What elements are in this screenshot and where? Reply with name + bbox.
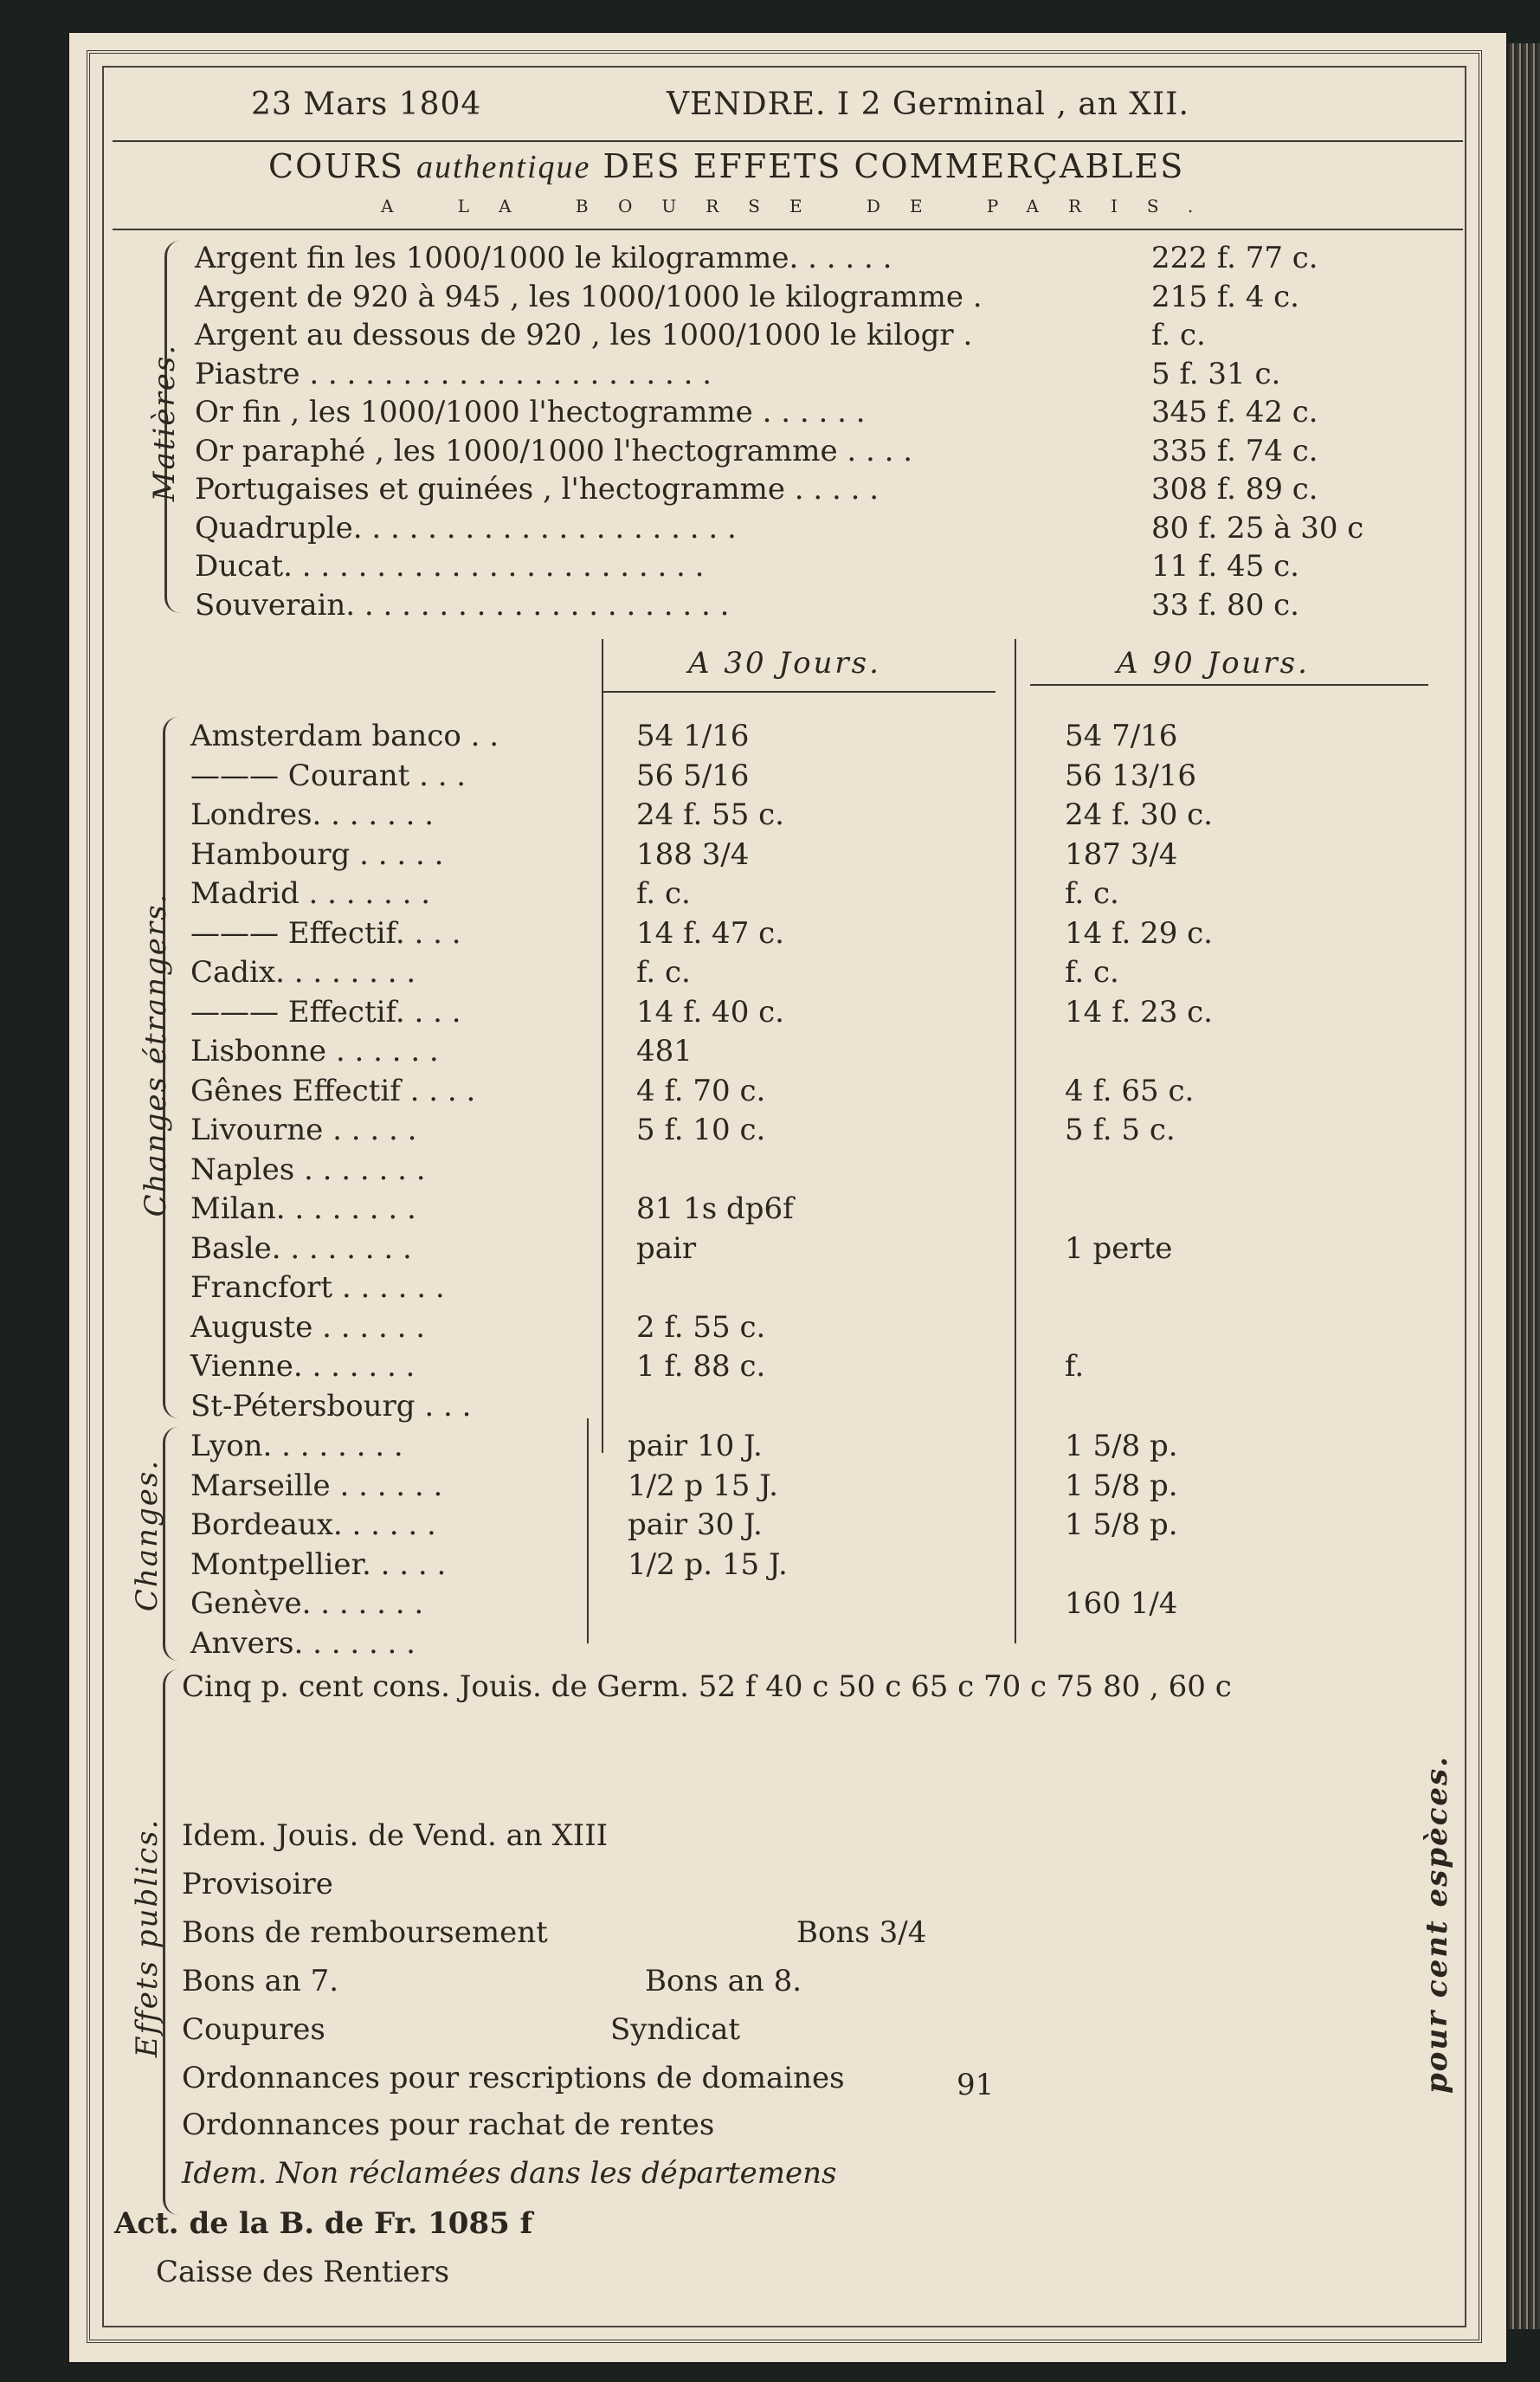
change-etranger-30: 14 f. 47 c.	[636, 915, 784, 951]
effet-ord-domaines: Ordonnances pour rescriptions de domaines	[182, 2061, 845, 2095]
change-etranger-label: Naples . . . . . . .	[190, 1152, 426, 1187]
change-30: 1/2 p 15 J.	[628, 1468, 778, 1503]
change-etranger-90: 1 perte	[1065, 1230, 1173, 1266]
change-etranger-label: Milan. . . . . . . .	[190, 1191, 416, 1226]
change-label: Marseille . . . . . .	[190, 1468, 443, 1503]
change-etranger-30: 188 3/4	[636, 836, 750, 872]
change-etranger-90: 14 f. 23 c.	[1065, 994, 1213, 1030]
change-etranger-label: ——— Courant . . .	[190, 758, 467, 793]
change-etranger-90: 187 3/4	[1065, 836, 1178, 872]
change-etranger-label: Hambourg . . . . .	[190, 836, 444, 872]
col-head-rule-90	[1030, 684, 1428, 686]
change-label: Anvers. . . . . . .	[190, 1625, 416, 1661]
effet-bons-an7: Bons an 7.	[182, 1964, 339, 1998]
change-90: 160 1/4	[1065, 1586, 1178, 1621]
title-part-b: authentique	[416, 149, 591, 185]
matiere-label: Portugaises et guinées , l'hectogramme . . . . .	[195, 472, 880, 507]
page-title	[268, 147, 1184, 186]
change-etranger-90: 24 f. 30 c.	[1065, 797, 1213, 832]
effet-idem-non: Idem. Non réclamées dans les départemens	[182, 2156, 837, 2191]
col-head-30: A 30 Jours.	[688, 646, 881, 681]
change-etranger-30: 81 1s dp6f	[636, 1191, 794, 1226]
col-rule-left	[602, 639, 603, 1453]
col-head-90: A 90 Jours.	[1117, 646, 1310, 681]
change-etranger-90: f.	[1065, 1349, 1085, 1384]
date-left: 23 Mars 1804	[251, 87, 482, 122]
change-etranger-label: Cadix. . . . . . . .	[190, 955, 416, 990]
change-etranger-30: 54 1/16	[636, 719, 750, 753]
effet-coupures: Coupures	[182, 2012, 325, 2047]
matiere-label: Souverain. . . . . . . . . . . . . . . . . . . . .	[195, 587, 730, 623]
section-changes: Changes.	[130, 1458, 164, 1612]
change-etranger-label: St-Pétersbourg . . .	[190, 1388, 472, 1423]
matiere-label: Quadruple. . . . . . . . . . . . . . . . . . . . .	[195, 510, 737, 545]
section-matieres: Matières.	[147, 343, 182, 502]
change-etranger-30: 2 f. 55 c.	[636, 1309, 766, 1345]
change-etranger-30: 24 f. 55 c.	[636, 797, 784, 832]
matiere-value: 80 f. 25 à 30 c	[1151, 510, 1364, 545]
side-pour-cent: pour cent espèces.	[1420, 1754, 1454, 2094]
title-rule	[113, 229, 1463, 230]
matiere-label: Piastre . . . . . . . . . . . . . . . . . . . . . .	[195, 356, 712, 391]
change-90: 1 5/8 p.	[1065, 1468, 1178, 1503]
matiere-value: 33 f. 80 c.	[1151, 587, 1299, 623]
change-etranger-label: Londres. . . . . . .	[190, 797, 435, 832]
effet-cinq-pour-cent: Cinq p. cent cons. Jouis. de Germ. 52 f 40 c 50 c 65 c 70 c 75 80 , 60 c	[182, 1669, 1232, 1704]
matiere-value: 335 f. 74 c.	[1151, 433, 1318, 468]
footer-actions: Act. de la B. de Fr. 1085 f	[114, 2206, 533, 2241]
change-etranger-label: Vienne. . . . . . .	[190, 1349, 416, 1384]
change-etranger-label: Francfort . . . . . .	[190, 1270, 445, 1305]
matiere-label: Or paraphé , les 1000/1000 l'hectogramme . . . .	[195, 433, 913, 468]
change-etranger-30: 4 f. 70 c.	[636, 1073, 766, 1108]
change-etranger-label: Amsterdam banco . .	[190, 719, 499, 753]
change-etranger-label: Livourne . . . . .	[190, 1113, 417, 1147]
matiere-value: 345 f. 42 c.	[1151, 395, 1318, 429]
matiere-value: 308 f. 89 c.	[1151, 472, 1318, 507]
change-etranger-label: ——— Effectif. . . .	[190, 915, 461, 951]
matiere-value: 11 f. 45 c.	[1151, 549, 1299, 584]
change-label: Montpellier. . . . .	[190, 1546, 447, 1582]
change-etranger-90: 56 13/16	[1065, 758, 1197, 793]
footer-caisse: Caisse des Rentiers	[156, 2255, 450, 2289]
change-etranger-90: 5 f. 5 c.	[1065, 1113, 1176, 1147]
effet-provisoire: Provisoire	[182, 1867, 333, 1901]
change-etranger-30: f. c.	[636, 876, 691, 911]
change-label: Bordeaux. . . . . .	[190, 1507, 436, 1542]
effet-bons-remboursement: Bons de remboursement	[182, 1915, 548, 1950]
date-right: VENDRE. I 2 Germinal , an XII.	[667, 87, 1189, 122]
col-rule-changes	[587, 1418, 589, 1643]
change-etranger-90: 54 7/16	[1065, 719, 1178, 753]
title-part-a: COURS	[268, 147, 416, 185]
change-30: 1/2 p. 15 J.	[628, 1546, 788, 1582]
change-etranger-30: 14 f. 40 c.	[636, 994, 784, 1030]
change-etranger-label: ——— Effectif. . . .	[190, 994, 461, 1030]
change-etranger-30: 481	[636, 1034, 693, 1068]
changes-brace	[163, 1427, 184, 1661]
page-subtitle: A LA BOURSE DE PARIS.	[381, 196, 1223, 216]
change-etranger-label: Auguste . . . . . .	[190, 1309, 426, 1345]
almanac-page	[69, 33, 1506, 2362]
col-head-rule-30	[602, 691, 996, 693]
change-90: 1 5/8 p.	[1065, 1507, 1178, 1542]
change-etranger-30: 56 5/16	[636, 758, 750, 793]
matiere-value: 5 f. 31 c.	[1151, 356, 1281, 391]
change-etranger-90: 4 f. 65 c.	[1065, 1073, 1195, 1108]
col-rule-mid	[1015, 639, 1016, 1643]
effet-syndicat: Syndicat	[610, 2012, 741, 2047]
change-etranger-90: f. c.	[1065, 876, 1119, 911]
title-part-c: DES EFFETS COMMERÇABLES	[590, 147, 1185, 185]
effet-bons-an8: Bons an 8.	[645, 1964, 802, 1998]
change-etranger-90: 14 f. 29 c.	[1065, 915, 1213, 951]
change-etranger-30: 1 f. 88 c.	[636, 1349, 766, 1384]
matiere-value: 222 f. 77 c.	[1151, 241, 1318, 275]
matiere-label: Or fin , les 1000/1000 l'hectogramme . . . . . .	[195, 395, 866, 429]
change-etranger-30: pair	[636, 1230, 697, 1266]
matiere-label: Ducat. . . . . . . . . . . . . . . . . . . . . . .	[195, 549, 705, 584]
matiere-value: 215 f. 4 c.	[1151, 279, 1299, 314]
section-changes-etrangers: Changes étrangers.	[139, 892, 173, 1217]
change-etranger-label: Lisbonne . . . . . .	[190, 1034, 439, 1068]
matiere-label: Argent de 920 à 945 , les 1000/1000 le kilogramme .	[195, 279, 983, 314]
matiere-value: f. c.	[1151, 318, 1206, 352]
change-etranger-30: 5 f. 10 c.	[636, 1113, 766, 1147]
effet-ord-domaines-value: 91	[957, 2068, 995, 2102]
change-etranger-label: Gênes Effectif . . . .	[190, 1073, 476, 1108]
change-etranger-90: f. c.	[1065, 955, 1119, 990]
effet-ord-rachat: Ordonnances pour rachat de rentes	[182, 2108, 715, 2142]
change-label: Lyon. . . . . . . .	[190, 1429, 403, 1463]
header-rule	[113, 140, 1463, 142]
section-effets-publics: Effets publics.	[130, 1817, 164, 2058]
matiere-label: Argent fin les 1000/1000 le kilogramme. . . . . .	[195, 241, 892, 275]
change-30: pair 30 J.	[628, 1507, 763, 1542]
change-30: pair 10 J.	[628, 1429, 763, 1463]
matiere-label: Argent au dessous de 920 , les 1000/1000 le kilogr .	[195, 318, 973, 352]
change-etranger-label: Madrid . . . . . . .	[190, 876, 431, 911]
effet-idem-vend: Idem. Jouis. de Vend. an XIII	[182, 1818, 609, 1853]
change-etranger-label: Basle. . . . . . . .	[190, 1230, 412, 1266]
change-etranger-30: f. c.	[636, 955, 691, 990]
change-90: 1 5/8 p.	[1065, 1429, 1178, 1463]
effet-bons-3-4: Bons 3/4	[796, 1915, 927, 1950]
change-label: Genève. . . . . . .	[190, 1586, 424, 1621]
